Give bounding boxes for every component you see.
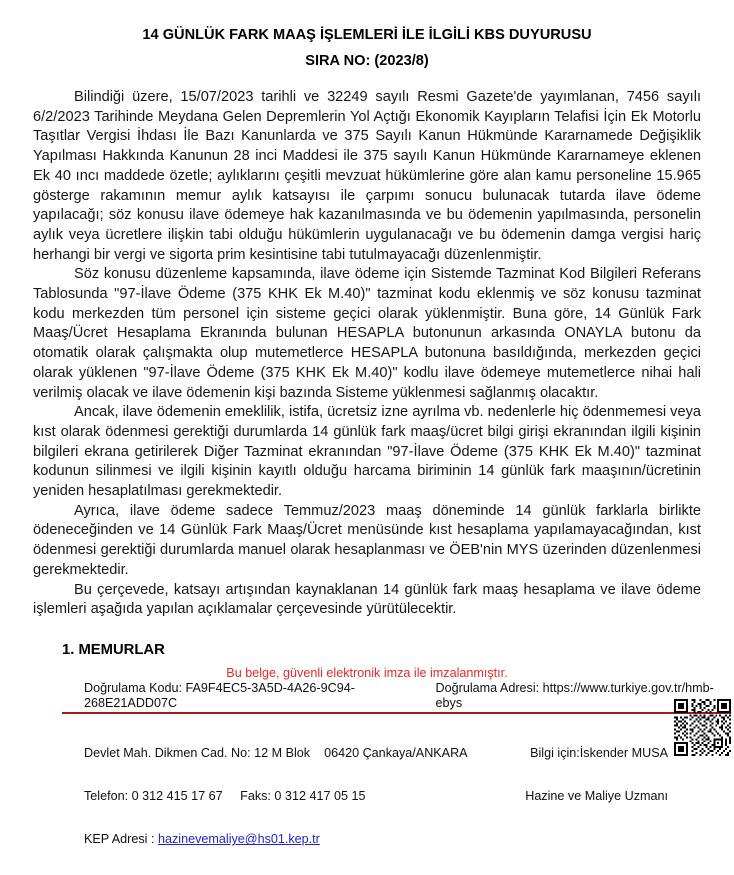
paragraph-intro-law: Bilindiği üzere, 15/07/2023 tarihli ve 32249 sayılı Resmi Gazete'de yayımlanan, 7456 sayılı 6/2/2023 Tarihinde Meydana Gelen Depremlerin Yol Açtığı Ekonomik Kayıpların Telafisi İçin Ek Motorlu Taşıtlar Vergisi İhdası İle Bazı Kanunlarda ve 375 Sayılı Kanun Hükmünde Kararnamede Değişiklik Yapılması Hakkında Kanunun 28 inci Maddesi ile 375 sayılı Kanun Hükmünde Kararnameye eklenen Ek 40 ıncı maddede özetle; aylıklarını çeşitli mevzuat hükümlerine göre alan kamu personeline 15.965 gösterge rakamının memur aylık katsayısı ile çarpımı sonucu bulunacak tutarda ilave ödeme yapılacağı; söz konusu ilave ödemeye hak kazanılmasında ve bu ödemenin yapılmasında, personelin aylık veya ücretlere ilişkin tabi olduğu hükümlerin uygulanacağı ve bu ödemenin damga vergisi hariç herhangi bir vergi ve sigorta prim kesintisine tabi tutulmayacağı düzenlenmiştir. — [33, 89, 701, 263]
verification-code-value: FA9F4EC5-3A5D-4A26-9C94-268E21ADD07C — [84, 681, 355, 710]
red-divider-line — [62, 712, 731, 714]
contact-person-title: Hazine ve Maliye Uzmanı — [525, 789, 668, 804]
address-line: Devlet Mah. Dikmen Cad. No: 12 M Blok 06420 Çankaya/ANKARA — [84, 745, 468, 760]
verification-code — [84, 681, 436, 711]
footer-contact-block — [84, 717, 668, 875]
section-heading-memurlar: 1. MEMURLAR — [62, 641, 165, 658]
verification-address-label: Doğrulama Adresi: — [435, 681, 540, 695]
kep-email-link[interactable]: hazinevemaliye@hs01.kep.tr — [157, 832, 320, 847]
paragraph-bu-cercevede: Bu çerçevede, katsayı artışından kaynaklanan 14 günlük fark maaş hesaplama ve ilave ödeme işlemleri aşağıda yapılan açıklamalar çerçevesinde yürütülecektir. — [33, 581, 701, 618]
contact-person: Bilgi için:İskender MUSA — [530, 745, 668, 760]
signature-notice: Bu belge, güvenli elektronik imza ile imzalanmıştır. — [226, 666, 508, 680]
kep-line — [84, 832, 468, 846]
qr-code-icon — [674, 699, 731, 756]
paragraph-tazminat-kodu: Söz konusu düzenleme kapsamında, ilave ödeme için Sistemde Tazminat Kod Bilgileri Referans Tablosunda "97-İlave Ödeme (375 KHK Ek M.40)" tazminat kodu eklenmiş ve söz konusu tazminat kodu merkezden tüm personel için sisteme geçici olarak yüklenmiştir. Buna göre, 14 Günlük Fark Maaş/Ücret Hesaplama Ekranında bulunan HESAPLA butonunun arkasında ONAYLA butonu da otomatik olarak çalışmakta olup mutemetlerce HESAPLA butonuna basıldığında, merkezden geçici olarak yüklenen "97-İlave Ödeme (375 KHK Ek M.40)" kodlu ilave ödemeye mutemetlerce nihai hali verilmiş olacak ve ilave ödemenin kişi bazında Sisteme yüklenmesi sağlanmış olacaktır. — [33, 266, 701, 401]
verification-code-label: Doğrulama Kodu: — [84, 681, 183, 695]
document-header — [0, 0, 734, 74]
kep-label: KEP Adresi : — [84, 832, 155, 847]
page-title: 14 GÜNLÜK FARK MAAŞ İŞLEMLERİ İLE İLGİLİ KBS DUYURUSU — [142, 27, 592, 43]
footer — [0, 666, 734, 875]
paragraph-ancak: Ancak, ilave ödemenin emeklilik, istifa, ücretsiz izne ayrılma vb. nedenlerle hiç ödenmemesi veya kıst olarak ödenmesi gerektiği durumlarda 14 günlük fark maaş/ücret bilgi girişi ekranından ilgili kişinin bilgileri ekrana getirilerek Diğer Tazminat ekranından "97-İlave Ödeme (375 KHK Ek M.40)" tazminat kodunun silinmesi ve ilgili kişinin kayıtlı olduğu harcama biriminin 14 günlük fark maaşının/ücretinin yeniden hesaplatılması gerekmektedir. — [33, 404, 702, 500]
page-subtitle: SIRA NO: (2023/8) — [305, 53, 429, 69]
phone-fax-line: Telefon: 0 312 415 17 67 Faks: 0 312 417 05 15 — [84, 789, 366, 804]
verification-row — [84, 681, 730, 711]
verification-address-value: https://www.turkiye.gov.tr/hmb-ebys — [435, 681, 714, 710]
footer-address-column — [84, 717, 468, 875]
paragraph-ayrica: Ayrıca, ilave ödeme sadece Temmuz/2023 maaş döneminde 14 günlük farklarla birlikte ödeneceğinden ve 14 Günlük Fark Maaş/Ücret menüsünde kıst hesaplama yapılamayacağından, kıst ödenmesi gerektiği durumlarda manuel olarak hesaplanması ve ÖEB'nin MYS üzerinden düzenlenmesi gerekmektedir. — [33, 502, 701, 578]
document-body — [33, 88, 701, 620]
footer-contact-column — [525, 717, 668, 875]
